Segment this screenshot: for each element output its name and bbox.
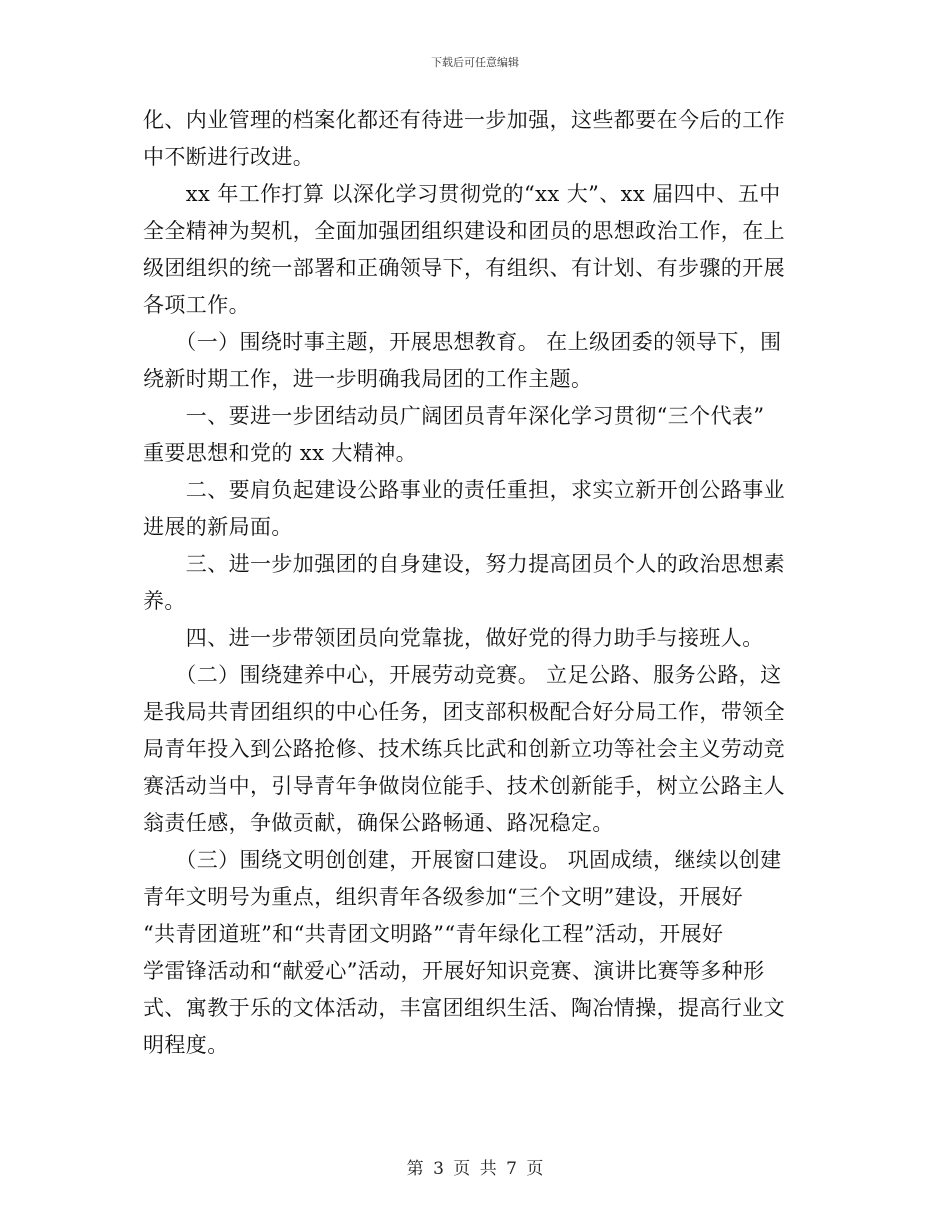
text-line: 级团组织的统一部署和正确领导下，有组织、有计划、有步骤的开展 bbox=[143, 256, 785, 280]
text-line: 三、进一步加强团的自身建设，努力提高团员个人的政治思想素 bbox=[143, 552, 785, 576]
text-line: 局青年投入到公路抢修、技术练兵比武和创新立功等社会主义劳动竞 bbox=[143, 737, 785, 761]
text-line: 一、要进一步团结动员广阔团员青年深化学习贯彻“三个代表” bbox=[143, 404, 765, 428]
text-line: 各项工作。 bbox=[143, 293, 250, 317]
text-line: 明程度。 bbox=[143, 1033, 229, 1057]
text-line: （二）围绕建养中心，开展劳动竞赛。 立足公路、服务公路，这 bbox=[143, 663, 782, 687]
text-line: 式、寓教于乐的文体活动，丰富团组织生活、陶冶情操，提高行业文 bbox=[143, 996, 785, 1020]
page-footer: 第 3 页 共 7 页 bbox=[406, 1159, 544, 1179]
text-line: 翁责任感，争做贡献，确保公路畅通、路况稳定。 bbox=[143, 811, 614, 835]
text-line: （一）围绕时事主题，开展思想教育。 在上级团委的领导下，围 bbox=[143, 330, 782, 354]
text-line: 重要思想和党的 xx 大精神。 bbox=[143, 441, 418, 465]
text-line: xx 年工作打算 以深化学习贯彻党的“xx 大”、xx 届四中、五中 bbox=[143, 182, 781, 206]
text-line: 养。 bbox=[143, 589, 186, 613]
text-line: 四、进一步带领团员向党靠拢，做好党的得力助手与接班人。 bbox=[143, 626, 764, 650]
text-line: （三）围绕文明创创建，开展窗口建设。 巩固成绩，继续以创建 bbox=[143, 848, 782, 872]
text-line: 化、内业管理的档案化都还有待进一步加强，这些都要在今后的工作 bbox=[143, 108, 785, 132]
text-line: 青年文明号为重点，组织青年各级参加“三个文明”建设，开展好 bbox=[143, 885, 744, 909]
text-line: 学雷锋活动和“献爱心”活动，开展好知识竞赛、演讲比赛等多种形 bbox=[143, 959, 765, 983]
page-header: 下载后可任意编辑 bbox=[431, 56, 519, 69]
document-body bbox=[143, 102, 811, 1064]
text-line: “共青团道班”和“共青团文明路”“青年绿化工程”活动，开展好 bbox=[143, 922, 724, 946]
text-line: 赛活动当中，引导青年争做岗位能手、技术创新能手，树立公路主人 bbox=[143, 774, 785, 798]
text-line: 进展的新局面。 bbox=[143, 515, 293, 539]
text-line: 绕新时期工作，进一步明确我局团的工作主题。 bbox=[143, 367, 593, 391]
text-line: 是我局共青团组织的中心任务，团支部积极配合好分局工作，带领全 bbox=[143, 700, 785, 724]
text-line: 中不断进行改进。 bbox=[143, 145, 315, 169]
text-line: 二、要肩负起建设公路事业的责任重担，求实立新开创公路事业 bbox=[143, 478, 785, 502]
text-line: 全全精神为契机，全面加强团组织建设和团员的思想政治工作，在上 bbox=[143, 219, 785, 243]
